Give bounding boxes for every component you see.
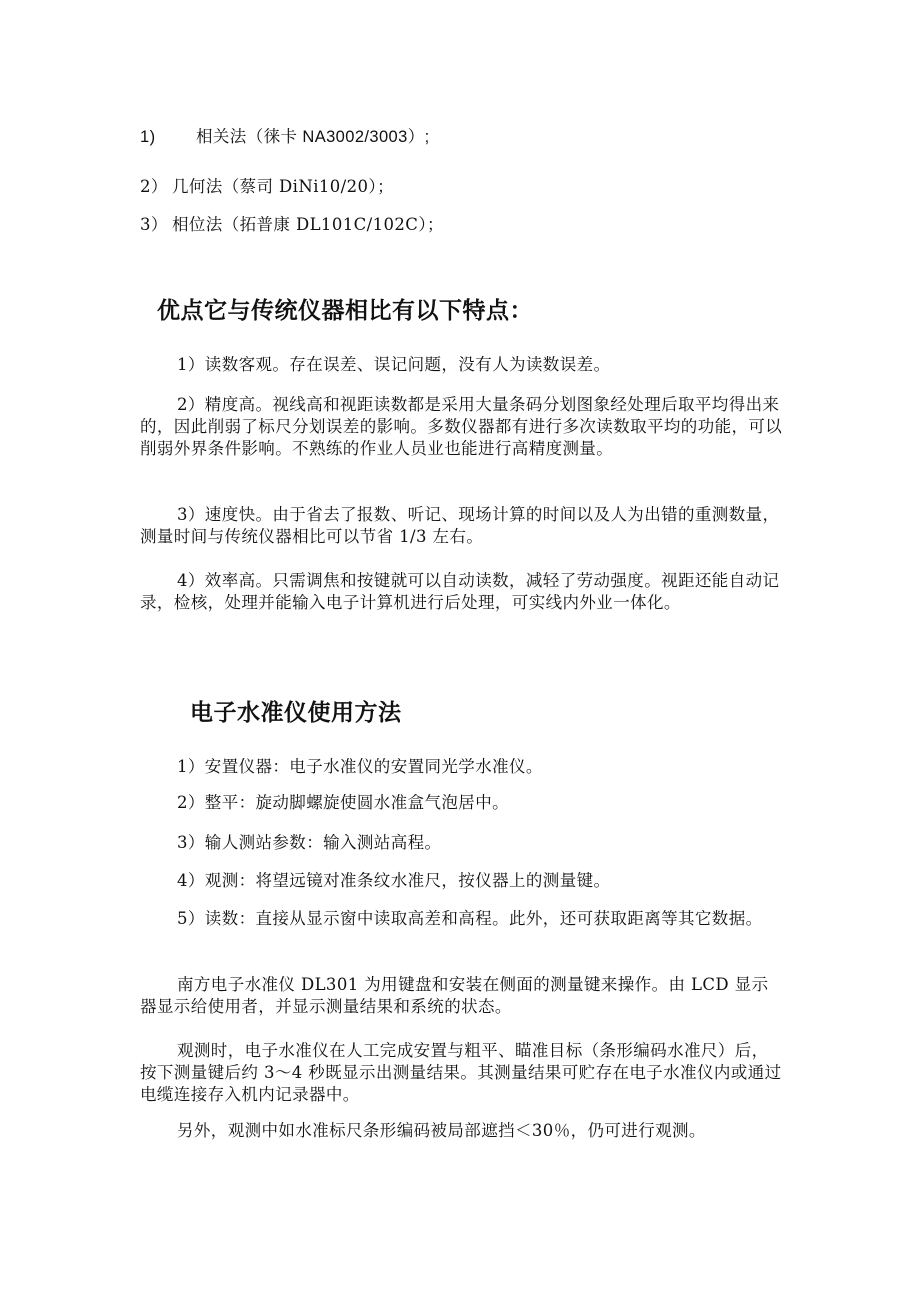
advantage-item-3: 3）速度快。由于省去了报数、听记、现场计算的时间以及人为出错的重测数量，测量时间与传统仪器相比可以节省 1/3 左右。 xyxy=(140,505,780,546)
method-number: 1) xyxy=(140,128,156,146)
method-text: 几何法（蔡司 DiNi10/20）； xyxy=(172,177,394,196)
usage-item-4: 4）观测：将望远镜对准条纹水准尺，按仪器上的测量键。 xyxy=(177,871,611,890)
usage-item-3: 3）输人测站参数：输入测站高程。 xyxy=(177,833,442,852)
method-item-3 xyxy=(140,214,784,236)
section-heading-advantages: 优点它与传统仪器相比有以下特点： xyxy=(157,298,533,324)
method-text: 相关法（徕卡 NA3002/3003）; xyxy=(196,128,430,146)
advantage-item-4: 4）效率高。只需调焦和按键就可以自动读数，减轻了劳动强度。视距还能自动记录，检核，处理并能输入电子计算机进行后处理，可实线内外业一体化。 xyxy=(140,571,780,612)
usage-paragraph-observation: 观测时，电子水准仪在人工完成安置与粗平、瞄准目标（条形编码水准尺）后，按下测量键后约 3～4 秒既显示出测量结果。其测量结果可贮存在电子水准仪内或通过电缆连接存入机内记录器中。 xyxy=(140,1041,782,1104)
usage-item-1: 1）安置仪器：电子水准仪的安置同光学水准仪。 xyxy=(177,757,543,776)
method-item-1 xyxy=(140,126,784,148)
usage-paragraph-occlusion: 另外，观测中如水准标尺条形编码被局部遮挡＜30％，仍可进行观测。 xyxy=(177,1121,706,1140)
method-text: 相位法（拓普康 DL101C/102C）； xyxy=(172,215,444,234)
advantage-item-2: 2）精度高。视线高和视距读数都是采用大量条码分划图象经处理后取平均得出来的，因此削弱了标尺分划误差的影响。多数仪器都有进行多次读数取平均的功能，可以削弱外界条件影响。不熟练的作业人员业也能进行高精度测量。 xyxy=(140,395,783,458)
method-item-2 xyxy=(140,176,784,198)
usage-item-2: 2）整平：旋动脚螺旋使圆水准盒气泡居中。 xyxy=(177,793,509,812)
method-number: 2） xyxy=(140,177,168,196)
usage-paragraph-dl301: 南方电子水准仪 DL301 为用键盘和安装在侧面的测量键来操作。由 LCD 显示器显示给使用者，并显示测量结果和系统的状态。 xyxy=(140,975,769,1016)
advantage-item-1: 1）读数客观。存在误差、误记问题，没有人为读数误差。 xyxy=(177,355,611,374)
section-heading-usage: 电子水准仪使用方法 xyxy=(190,700,402,726)
usage-item-5: 5）读数：直接从显示窗中读取高差和高程。此外，还可获取距离等其它数据。 xyxy=(177,909,763,928)
method-number: 3） xyxy=(140,215,168,234)
